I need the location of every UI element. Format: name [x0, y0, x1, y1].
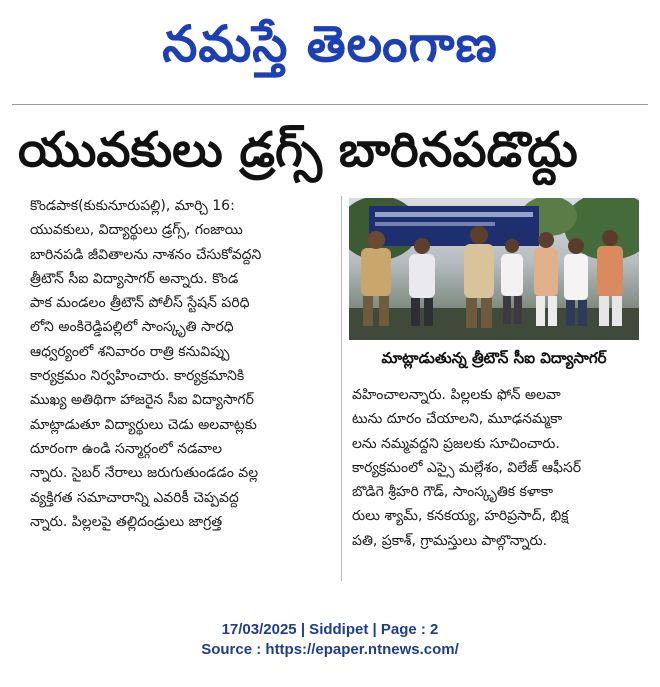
article-line: బారినపడి జీవితాలను నాశనం చేసుకోవద్దని	[30, 246, 262, 263]
article-line: కార్యక్రమంలో ఎస్సై మల్లేశం, విలేజ్ ఆఫీసర్	[352, 459, 582, 476]
article-line: లను నమ్మవద్దని ప్రజలకు సూచించారు.	[352, 435, 560, 452]
article-line: న్నారు. సైబర్ నేరాలు జరుగుతుండడం వల్ల	[30, 465, 259, 482]
edition-info: 17/03/2025 | Siddipet | Page : 2	[221, 621, 439, 638]
article-line: కార్యక్రమం నిర్వహించారు. కార్యక్రమానికి	[30, 368, 245, 385]
article-line: పాక మండలం త్రీటౌన్ పోలీస్ స్టేషన్ పరిధి	[30, 295, 250, 312]
article-line: వహించాలన్నారు. పిల్లలకు ఫోన్ అలవా	[352, 387, 561, 403]
article-line: ఆధ్వర్యంలో శనివారం రాత్రి కనువిప్పు	[30, 343, 230, 360]
article-line: బొడిగె శ్రీహరి గౌడ్, సాంస్కృతిక కళాకా	[352, 484, 554, 501]
article-headline: యువకులు డ్రగ్స్ బారినపడొద్దు	[18, 122, 578, 178]
page-footer	[0, 620, 660, 660]
article-body-left-column	[30, 194, 335, 534]
article-body-right-column	[352, 383, 644, 553]
article-line: కొండపాక(కుకునూరుపల్లి), మార్చి 16:	[30, 198, 235, 214]
event-photo-illustration	[349, 198, 639, 340]
article-line: త్రీటౌన్ సీఐ విద్యాసాగర్ అన్నారు. కొండ	[30, 270, 239, 287]
article-line: టును దూరం చేయాలని, మూఢనమ్మకా	[352, 411, 563, 428]
article-line: ముఖ్య అతిథిగా హాజరైన సీఐ విద్యాసాగర్	[30, 392, 254, 409]
column-divider	[341, 196, 342, 581]
article-line: రులు శ్యామ్, కనకయ్య, హరిప్రసాద్, భిక్ష	[352, 508, 569, 525]
article-line: వ్యక్తిగత సమాచారాన్ని ఎవరికీ చెప్పవద్ద	[30, 489, 239, 506]
masthead-title: నమస్తే తెలంగాణ	[162, 15, 498, 73]
photo-caption: మాట్లాడుతున్న త్రీటౌన్ సీఐ విద్యాసాగర్	[381, 349, 607, 367]
article-line: న్నారు. పిల్లలపై తల్లిదండ్రులు జాగ్రత్త	[30, 513, 223, 530]
article-line: దూరంగా ఉండి సన్మార్గంలో నడవాల	[30, 440, 223, 457]
article-line: లోని అంకిరెడ్డిపల్లిలో సాంస్కృతి సారధి	[30, 319, 234, 336]
article-line: మాట్లాడుతూ విద్యార్థులు చెడు అలవాట్లకు	[30, 416, 257, 433]
source-url: Source : https://epaper.ntnews.com/	[201, 641, 459, 658]
article-line: యువకులు, విద్యార్థులు డ్రగ్స్, గంజాయి	[30, 222, 243, 239]
article-line: పతి, ప్రకాశ్, గ్రామస్తులు పాల్గొన్నారు.	[352, 532, 548, 549]
header-divider	[12, 104, 648, 105]
article-photo	[349, 198, 639, 340]
newspaper-masthead	[0, 0, 660, 95]
